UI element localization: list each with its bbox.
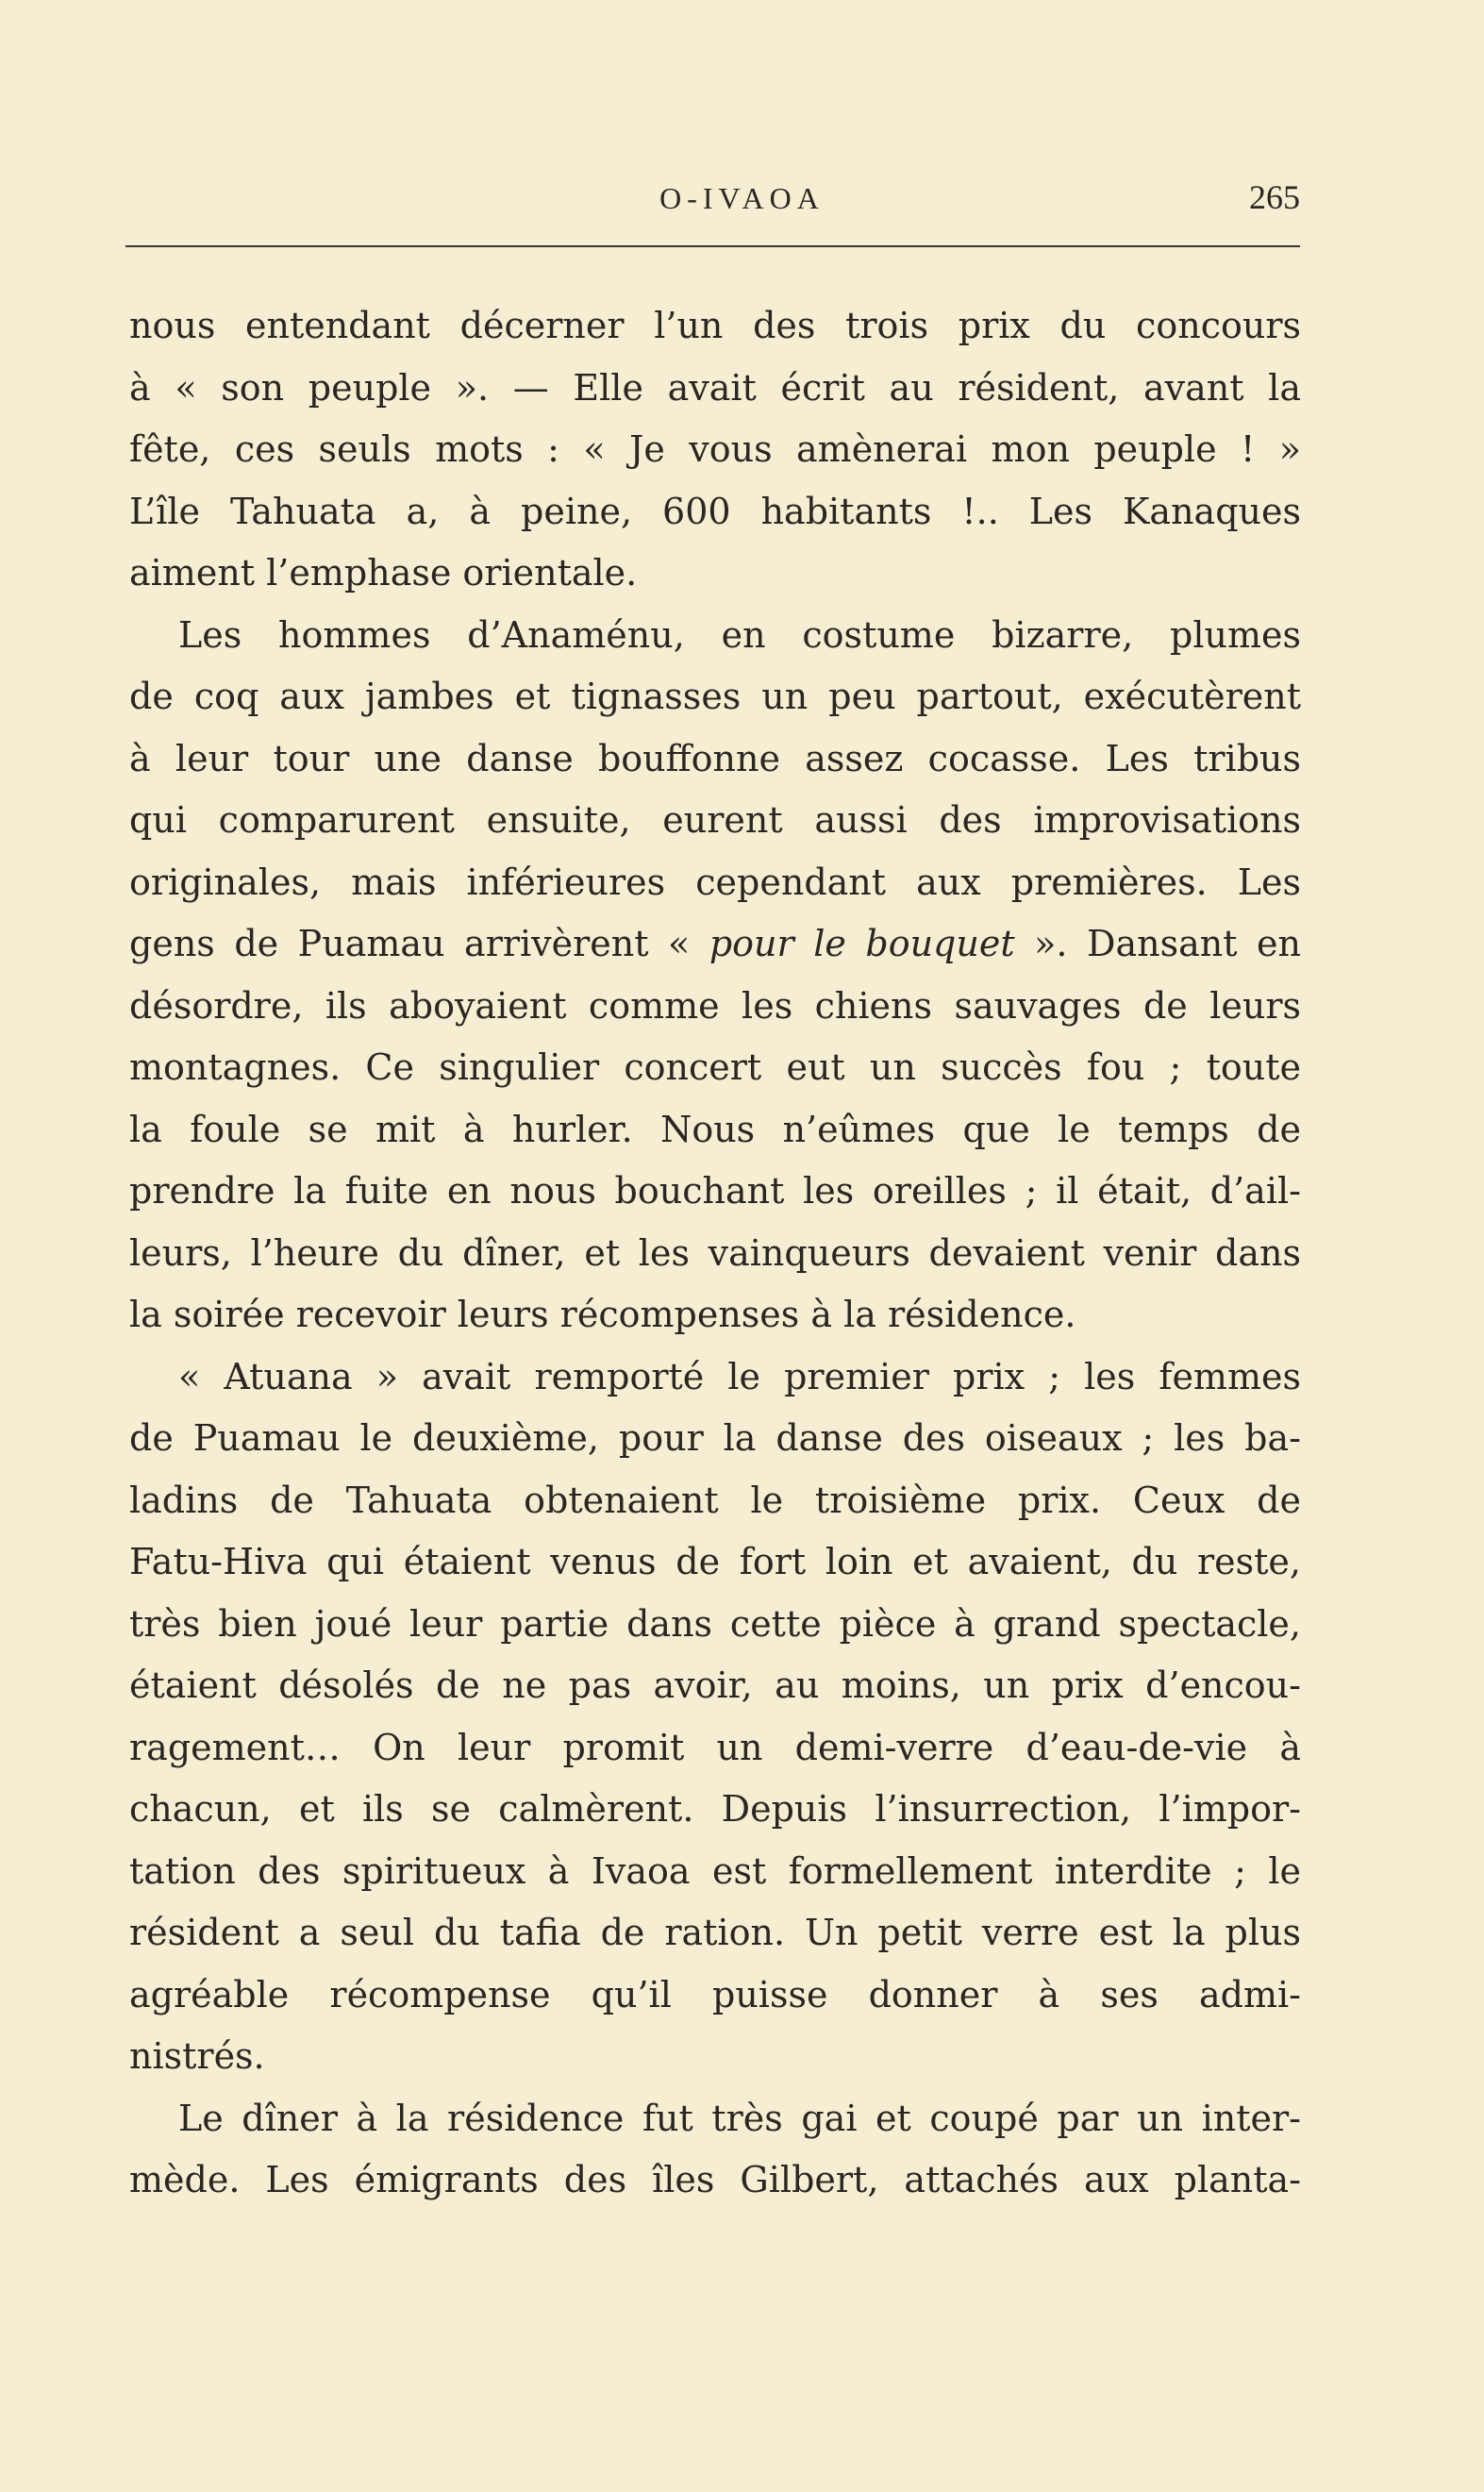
page-number: 265 — [1249, 178, 1300, 216]
text-line: de coq aux jambes et tignasses un peu partout, exécutèrent — [129, 676, 1301, 717]
text-line: à « son peuple ». — Elle avait écrit au résident, avant la — [129, 366, 1301, 409]
text-line: L’île Tahuata a, à peine, 600 habitants !.. Les Kanaques — [129, 490, 1301, 532]
text-line: Le dîner à la résidence fut très gai et coupé par un inter- — [178, 2097, 1301, 2139]
text-line: nistrés. — [129, 2035, 265, 2077]
text-line: aiment l’emphase orientale. — [129, 552, 638, 594]
text-line: Les hommes d’Anaménu, en costume bizarre, plumes — [178, 613, 1301, 656]
text-line: résident a seul du tafia de ration. Un petit verre est la plus — [129, 1912, 1301, 1953]
text-line: prendre la fuite en nous bouchant les oreilles ; il était, d’ail- — [129, 1170, 1301, 1212]
italic-phrase: pour le bouquet — [709, 923, 1015, 964]
text-line: montagnes. Ce singulier concert eut un succès fou ; toute — [129, 1046, 1301, 1088]
text-segment: ». Dansant en — [1014, 923, 1301, 964]
running-title: O-IVAOA — [659, 181, 825, 215]
text-line: agréable récompense qu’il puisse donner à ses admi- — [129, 1973, 1301, 2015]
text-line: Fatu-Hiva qui étaient venus de fort loin et avaient, du reste, — [129, 1541, 1301, 1582]
text-line: originales, mais inférieures cependant aux premières. Les — [129, 861, 1301, 903]
text-line: ladins de Tahuata obtenaient le troisième prix. Ceux de — [129, 1479, 1301, 1521]
text-line: désordre, ils aboyaient comme les chiens sauvages de leurs — [129, 984, 1301, 1027]
text-line: très bien joué leur partie dans cette pièce à grand spectacle, — [129, 1602, 1301, 1645]
text-line: qui comparurent ensuite, eurent aussi des improvisations — [129, 799, 1301, 841]
text-line: étaient désolés de ne pas avoir, au moins, un prix d’encou- — [129, 1664, 1301, 1706]
text-line: de Puamau le deuxième, pour la danse des oiseaux ; les ba- — [129, 1417, 1301, 1459]
text-line: mède. Les émigrants des îles Gilbert, attachés aux planta- — [129, 2159, 1301, 2200]
text-line: ragement… On leur promit un demi-verre d’eau-de-vie à — [129, 1726, 1301, 1768]
text-segment: gens de Puamau arrivèrent « — [129, 923, 709, 964]
text-line: chacun, et ils se calmèrent. Depuis l’insurrection, l’impor- — [129, 1788, 1301, 1830]
text-line: nous entendant décerner l’un des trois prix du concours — [129, 305, 1301, 346]
text-line: leurs, l’heure du dîner, et les vainqueurs devaient venir dans — [129, 1231, 1301, 1274]
text-line: tation des spiritueux à Ivaoa est formellement interdite ; le — [129, 1849, 1301, 1892]
text-line: la foule se mit à hurler. Nous n’eûmes que le temps de — [129, 1108, 1301, 1150]
text-line: « Atuana » avait remporté le premier prix ; les femmes — [178, 1355, 1301, 1397]
header-rule — [125, 245, 1300, 247]
text-line — [129, 913, 1301, 976]
text-line: la soirée recevoir leurs récompenses à la résidence. — [129, 1294, 1076, 1335]
body-text — [129, 295, 1301, 2212]
running-head — [0, 177, 1484, 225]
text-line: fête, ces seuls mots : « Je vous amènerai mon peuple ! » — [129, 428, 1301, 470]
text-line: à leur tour une danse bouffonne assez cocasse. Les tribus — [129, 737, 1301, 779]
